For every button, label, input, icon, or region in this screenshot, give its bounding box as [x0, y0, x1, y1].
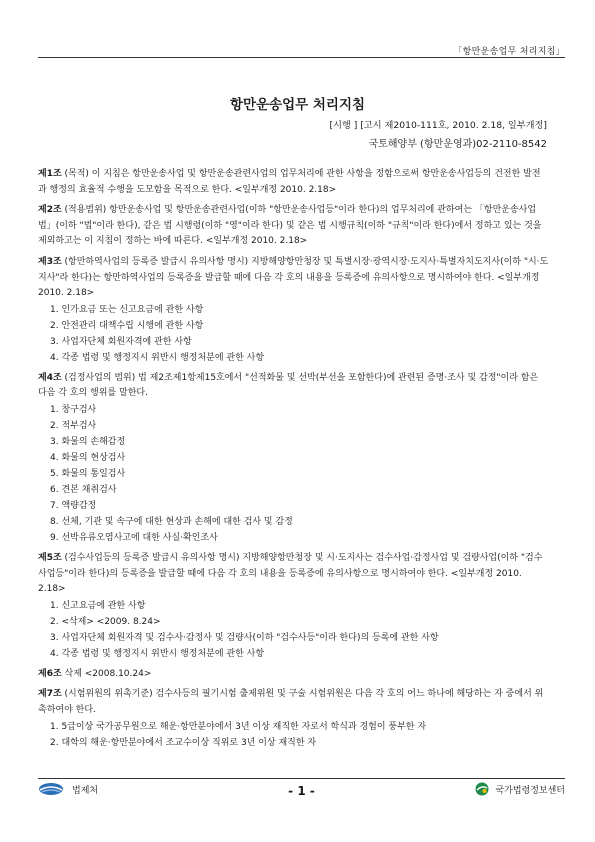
article-6	[38, 667, 549, 683]
list-item: 1. 5급이상 국가공무원으로 해운·항만분야에서 3년 이상 재직한 자로서 학식과 경험이 풍부한 자	[50, 721, 427, 732]
article-text: (적용범위) 항만운송사업 및 항만운송관련사업(이하 "항만운송사업등"이라 한다)의 업무처리에 관하여는 「항만운송사업법」(이하 "법"이라 한다), 같은 법 시행령(이하 "영"이라 한다) 및 같은 법 시행규칙(이하 "규칙"이라 한다)에서 정하고 있는 것을 제외하고는 이 지침이 정하는 바에 따른다. <일부개정 2010. 2.18>	[38, 205, 542, 247]
footer-right-label: 국가법령정보센터	[495, 785, 565, 796]
list-item: 2. <삭제> <2009. 8.24>	[50, 616, 161, 627]
article-3	[38, 255, 549, 366]
article-text: (시험위원의 위촉기준) 검수사등의 필기시험 출제위원 및 구술 시험위원은 다음 각 호의 어느 하나에 해당하는 자 중에서 위촉하여야 한다.	[38, 689, 544, 715]
list-item: 4. 각종 법령 및 행정지시 위반시 행정처분에 관한 사항	[50, 648, 265, 659]
list-item: 3. 사업자단체 회원자격 및 검수사·감정사 및 검량사(이하 "검수사등"이라 한다)의 등록에 관한 사항	[50, 632, 439, 643]
list-item: 9. 선박유류오염사고에 대한 사실·확인조사	[50, 532, 218, 543]
list-item: 6. 견본 채취검사	[50, 484, 117, 495]
list-item: 2. 대학의 해운·항만분야에서 조교수이상 직위로 3년 이상 재직한 자	[50, 737, 317, 748]
footer-rule	[38, 778, 565, 779]
page-footer	[38, 782, 565, 802]
header-rule	[38, 57, 565, 58]
article-1	[38, 167, 549, 198]
article-text: (검수사업등의 등록증 발급시 유의사항 명시) 지방해양항만청장 및 시·도지사는 검수사업·감정사업 및 검량사업(이하 "검수사업등"이라 한다)의 등록증을 발급할 때에 다음 각 호의 내용을 등록증에 유의사항으로 명시하여야 한다. <일부개정 2010. 2.18>	[38, 552, 543, 595]
article-2	[38, 203, 549, 250]
article-number: 제1조	[38, 169, 62, 179]
article-items	[38, 719, 549, 751]
list-item: 8. 선체, 기관 및 속구에 대한 현상과 손해에 대한 검사 및 감정	[50, 516, 293, 527]
list-item: 2. 안전관리 대책수립 시행에 관한 사항	[50, 320, 204, 331]
article-text: 삭제 <2008.10.24>	[61, 668, 152, 679]
list-item: 3. 화물의 손해감정	[50, 436, 126, 447]
article-5	[38, 551, 549, 662]
articles-content	[38, 167, 549, 756]
law-center-logo-icon	[475, 782, 489, 796]
article-text: (항만하역사업의 등록증 발급시 유의사항 명시) 지방해양항만청장 및 특별시장·광역시장·도지사·특별자치도지사(이하 "시·도지사"라 한다)는 항만하역사업의 등록증을 발급할 때에 다음 각 호의 내용을 등록증에 유의사항으로 명시하여야 한다. <일부개정 2010. 2.18>	[38, 256, 549, 299]
page-number: - 1 -	[288, 784, 315, 798]
list-item: 7. 액량감정	[50, 500, 97, 511]
list-item: 1. 창구검사	[50, 404, 97, 415]
enforcement-meta: [시행 ] [고시 제2010-111호, 2010. 2.18, 일부개정]	[329, 120, 547, 131]
footer-left-label: 법제처	[72, 785, 99, 796]
article-4	[38, 371, 549, 546]
ministry-contact: 국토해양부 (항만운영과)02-2110-8542	[368, 139, 547, 150]
article-7	[38, 687, 549, 750]
article-text: (검정사업의 범위) 법 제2조제1항제15호에서 "선적화물 및 선박(부선을 포함한다)에 관련된 증명·조사 및 감정"이라 함은 다음 각 호의 행위를 말한다.	[38, 372, 539, 399]
list-item: 2. 적부검사	[50, 420, 97, 431]
article-number: 제5조	[38, 552, 62, 563]
article-number: 제4조	[38, 372, 62, 383]
document-title: 항만운송업무 처리지침	[229, 97, 366, 113]
article-number: 제7조	[38, 689, 62, 700]
article-text: (목적) 이 지침은 항만운송사업 및 항만운송관련사업의 업무처리에 관한 사항을 정함으로써 항만운송사업등의 건전한 발전과 행정의 효율적 수행을 도모함을 목적으로 한다. <일부개정 2010. 2.18>	[38, 169, 541, 195]
list-item: 5. 화물의 통일검사	[50, 468, 126, 479]
article-items	[38, 302, 549, 366]
running-header: 「항만운송업무 처리지침」	[453, 47, 565, 57]
list-item: 4. 각종 법령 및 행정지시 위반시 행정처분에 관한 사항	[50, 352, 265, 363]
article-number: 제6조	[38, 668, 62, 679]
article-items	[38, 598, 549, 662]
article-number: 제2조	[38, 205, 62, 216]
list-item: 1. 신고요금에 관한 사항	[50, 600, 146, 611]
list-item: 3. 사업자단체 회원자격에 관한 사항	[50, 336, 192, 347]
list-item: 1. 인가요금 또는 신고요금에 관한 사항	[50, 304, 204, 315]
article-number: 제3조	[38, 256, 62, 267]
article-items	[38, 402, 549, 546]
list-item: 4. 화물의 현상검사	[50, 452, 126, 463]
